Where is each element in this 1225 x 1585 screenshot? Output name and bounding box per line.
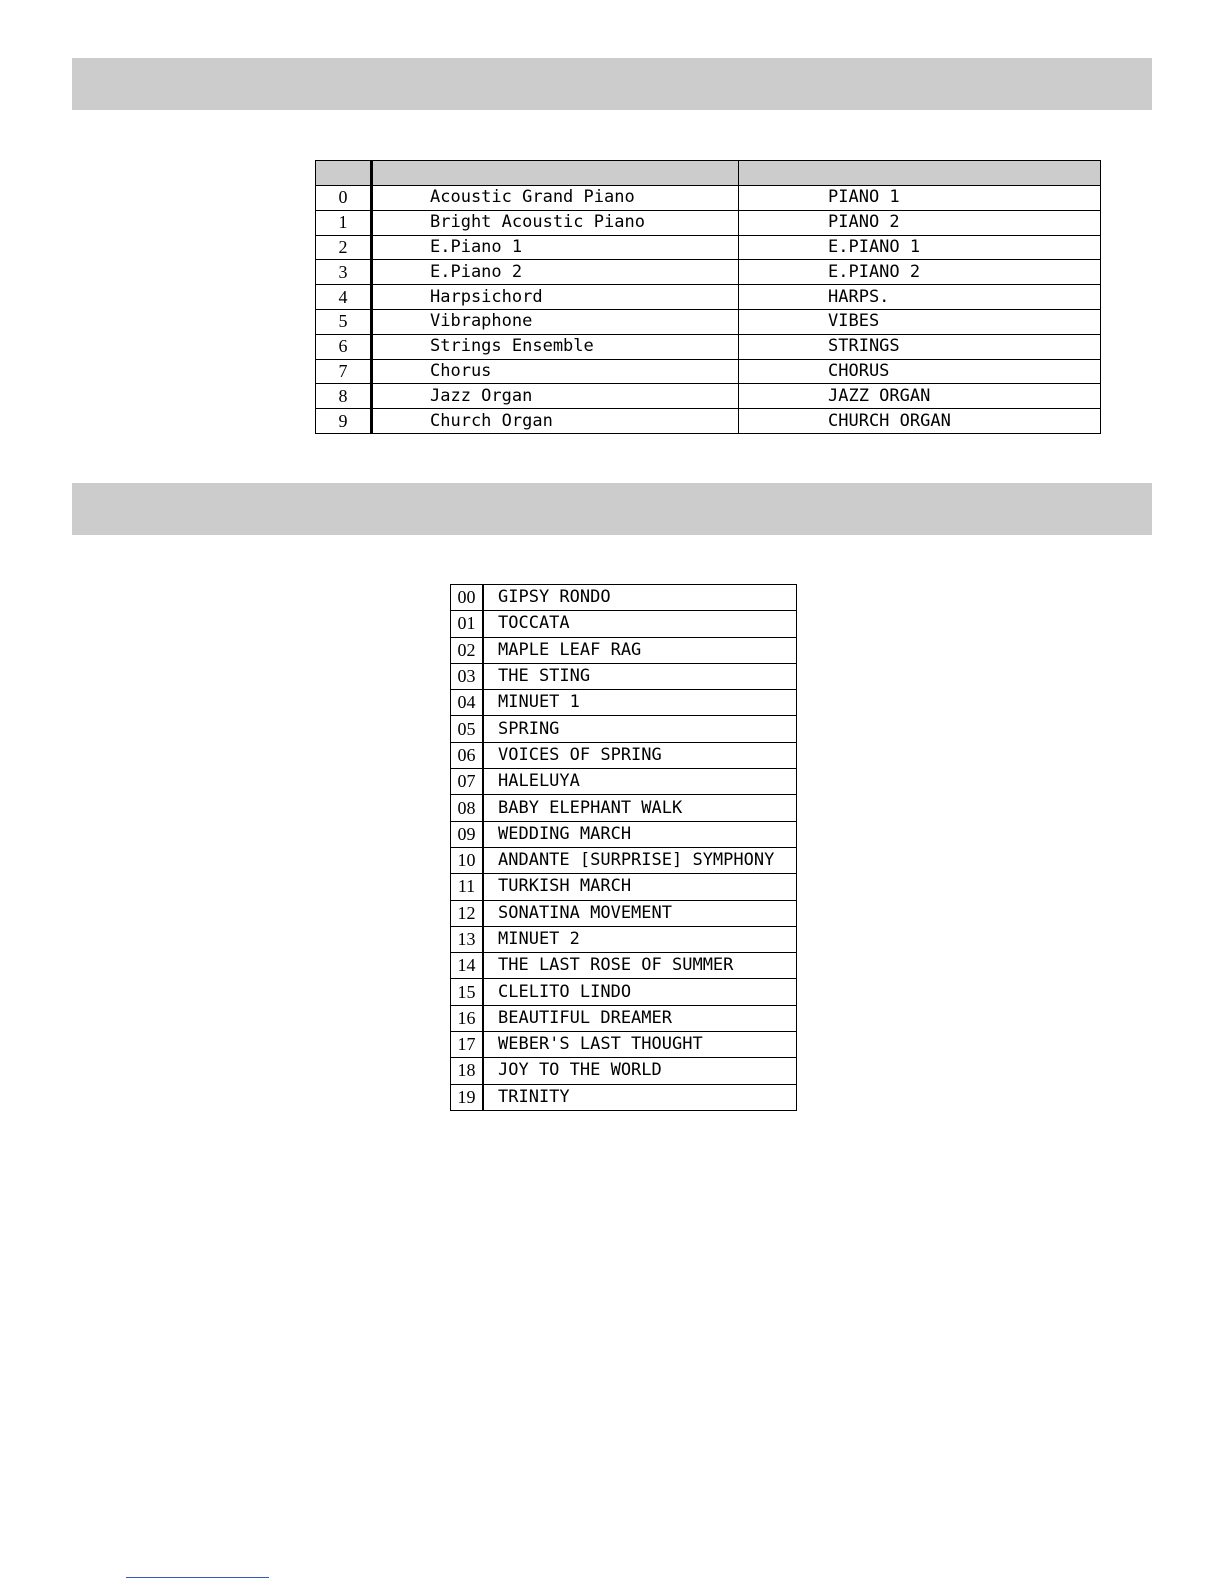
song-title: WEDDING MARCH [483,821,797,847]
song-title: BABY ELEPHANT WALK [483,795,797,821]
voice-display-name: STRINGS [739,334,1101,359]
song-title: BEAUTIFUL DREAMER [483,1005,797,1031]
song-row [451,1084,797,1110]
song-title: SPRING [483,716,797,742]
song-number: 08 [451,795,484,821]
song-row [451,742,797,768]
voice-display-name: JAZZ ORGAN [739,384,1101,409]
voice-display-name: VIBES [739,309,1101,334]
song-row [451,611,797,637]
song-row [451,716,797,742]
song-title: JOY TO THE WORLD [483,1058,797,1084]
song-title: GIPSY RONDO [483,585,797,611]
song-row [451,953,797,979]
voice-number: 8 [316,384,372,409]
song-row [451,795,797,821]
song-number: 02 [451,637,484,663]
song-number: 10 [451,847,484,873]
voice-display-name: E.PIANO 2 [739,260,1101,285]
voice-display-name: PIANO 1 [739,186,1101,211]
voice-row [316,235,1101,260]
voice-header-number [316,161,372,186]
voice-display-name: E.PIANO 1 [739,235,1101,260]
voice-name: Church Organ [372,409,739,434]
song-title: MINUET 2 [483,926,797,952]
song-title: WEBER'S LAST THOUGHT [483,1032,797,1058]
voice-list-table [315,160,1101,434]
song-title: VOICES OF SPRING [483,742,797,768]
song-number: 06 [451,742,484,768]
voice-number: 1 [316,210,372,235]
song-number: 18 [451,1058,484,1084]
voice-name: Bright Acoustic Piano [372,210,739,235]
voice-name: E.Piano 2 [372,260,739,285]
section-header-band-voices [72,58,1152,110]
voice-number: 4 [316,285,372,310]
voice-row [316,409,1101,434]
song-row [451,821,797,847]
song-row [451,979,797,1005]
song-number: 05 [451,716,484,742]
song-row [451,900,797,926]
song-number: 04 [451,690,484,716]
voice-name: E.Piano 1 [372,235,739,260]
song-row [451,663,797,689]
song-number: 09 [451,821,484,847]
song-title: HALELUYA [483,769,797,795]
song-number: 00 [451,585,484,611]
voice-row [316,359,1101,384]
voice-number: 2 [316,235,372,260]
song-number: 03 [451,663,484,689]
voice-number: 9 [316,409,372,434]
song-title: THE LAST ROSE OF SUMMER [483,953,797,979]
song-number: 13 [451,926,484,952]
voice-number: 7 [316,359,372,384]
song-title: MINUET 1 [483,690,797,716]
song-row [451,769,797,795]
voice-row [316,285,1101,310]
voice-display-name: PIANO 2 [739,210,1101,235]
voice-name: Acoustic Grand Piano [372,186,739,211]
song-title: ANDANTE [SURPRISE] SYMPHONY [483,847,797,873]
song-title: MAPLE LEAF RAG [483,637,797,663]
song-title: TOCCATA [483,611,797,637]
song-number: 01 [451,611,484,637]
song-row [451,926,797,952]
voice-row [316,210,1101,235]
song-number: 07 [451,769,484,795]
voice-display-name: HARPS. [739,285,1101,310]
voice-table-header-row [316,161,1101,186]
song-row [451,585,797,611]
song-list-table [450,584,797,1111]
song-title: TURKISH MARCH [483,874,797,900]
voice-display-name: CHURCH ORGAN [739,409,1101,434]
song-row [451,1058,797,1084]
voice-row [316,309,1101,334]
song-row [451,847,797,873]
footnote-divider [126,1577,269,1578]
song-row [451,1005,797,1031]
song-number: 12 [451,900,484,926]
voice-header-display [739,161,1101,186]
song-row [451,690,797,716]
song-number: 15 [451,979,484,1005]
voice-row [316,334,1101,359]
voice-name: Strings Ensemble [372,334,739,359]
voice-number: 6 [316,334,372,359]
song-number: 19 [451,1084,484,1110]
song-title: TRINITY [483,1084,797,1110]
voice-header-name [372,161,739,186]
song-title: THE STING [483,663,797,689]
song-title: CLELITO LINDO [483,979,797,1005]
song-title: SONATINA MOVEMENT [483,900,797,926]
song-number: 11 [451,874,484,900]
song-row [451,637,797,663]
voice-number: 5 [316,309,372,334]
song-number: 16 [451,1005,484,1031]
voice-row [316,384,1101,409]
song-number: 17 [451,1032,484,1058]
song-row [451,1032,797,1058]
voice-display-name: CHORUS [739,359,1101,384]
voice-name: Vibraphone [372,309,739,334]
voice-name: Harpsichord [372,285,739,310]
song-row [451,874,797,900]
voice-row [316,186,1101,211]
voice-row [316,260,1101,285]
voice-name: Chorus [372,359,739,384]
voice-number: 3 [316,260,372,285]
song-number: 14 [451,953,484,979]
voice-name: Jazz Organ [372,384,739,409]
voice-number: 0 [316,186,372,211]
section-header-band-songs [72,483,1152,535]
